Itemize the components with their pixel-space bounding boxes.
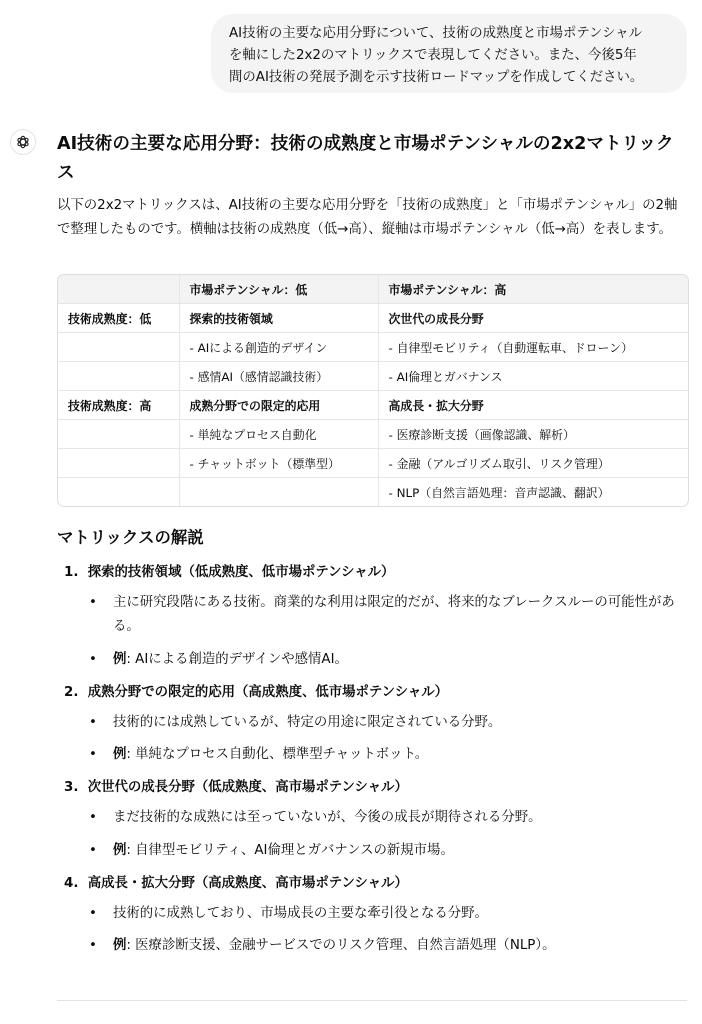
table-cell: 技術成熟度：高 bbox=[58, 391, 179, 420]
table-row bbox=[58, 449, 688, 478]
table-cell: 成熟分野での限定的応用 bbox=[179, 391, 378, 420]
user-message-line: AI技術の主要な応用分野について、技術の成熟度と市場ポテンシャル bbox=[229, 26, 643, 41]
response-heading: AI技術の主要な応用分野：技術の成熟度と市場ポテンシャルの2x2マトリックス bbox=[57, 134, 674, 183]
table-row bbox=[58, 420, 688, 449]
bullet-icon: • bbox=[89, 843, 97, 858]
item-example: : 医療診断支援、金融サービスでのリスク管理、自然言語処理（NLP）。 bbox=[126, 938, 556, 953]
bullet-icon: • bbox=[89, 595, 97, 610]
table-row bbox=[58, 304, 688, 333]
list-title: 高成長・拡大分野（高成熟度、高市場ポテンシャル） bbox=[87, 876, 408, 891]
table-header-cell bbox=[58, 275, 179, 304]
table-cell: - チャットボット（標準型） bbox=[179, 449, 378, 478]
table-cell: - 医療診断支援（画像認識、解析） bbox=[378, 420, 688, 449]
section-title: マトリックスの解説 bbox=[57, 528, 204, 547]
table-header-row bbox=[58, 275, 688, 304]
table-cell: - 自律型モビリティ（自動運転車、ドローン） bbox=[378, 333, 688, 362]
table-cell bbox=[179, 478, 378, 507]
table-row bbox=[58, 478, 688, 507]
list-item-title bbox=[64, 872, 408, 891]
item-example: : 自律型モビリティ、AI倫理とガバナンスの新規市場。 bbox=[126, 843, 454, 858]
table-cell bbox=[58, 449, 179, 478]
list-number: 1. bbox=[64, 565, 79, 580]
item-description: 技術的には成熟しているが、特定の用途に限定されている分野。 bbox=[113, 715, 502, 730]
item-example: : AIによる創造的デザインや感情AI。 bbox=[126, 652, 348, 667]
example-label: 例 bbox=[113, 652, 127, 667]
bullet-icon: • bbox=[89, 652, 97, 667]
table-cell: - AIによる創造的デザイン bbox=[179, 333, 378, 362]
item-description: 技術的に成熟しており、市場成長の主要な牽引役となる分野。 bbox=[113, 906, 488, 921]
response-intro: 以下の2x2マトリックスは、AI技術の主要な応用分野を「技術の成熟度」と「市場ポテンシャル」の2軸で整理したものです。横軸は技術の成熟度（低→高）、縦軸は市場ポテンシャル（低→高）を表します。 bbox=[57, 198, 678, 237]
table-cell bbox=[58, 420, 179, 449]
list-item-title bbox=[64, 681, 448, 700]
table-cell: 高成長・拡大分野 bbox=[378, 391, 688, 420]
bullet-icon: • bbox=[89, 938, 97, 953]
table-cell bbox=[58, 478, 179, 507]
table-cell: - 金融（アルゴリズム取引、リスク管理） bbox=[378, 449, 688, 478]
list-number: 2. bbox=[64, 685, 79, 700]
table-cell: - NLP（自然言語処理：音声認識、翻訳） bbox=[378, 478, 688, 507]
list-title: 成熟分野での限定的応用（高成熟度、低市場ポテンシャル） bbox=[87, 685, 449, 700]
bullet-icon: • bbox=[89, 906, 97, 921]
list-number: 3. bbox=[64, 780, 79, 795]
table-cell: 探索的技術領域 bbox=[179, 304, 378, 333]
item-description: 主に研究段階にある技術。商業的な利用は限定的だが、将来的なブレークスルーの可能性がある。 bbox=[113, 595, 675, 634]
table-row bbox=[58, 391, 688, 420]
openai-logo-icon bbox=[10, 129, 36, 155]
table-header-cell: 市場ポテンシャル：低 bbox=[179, 275, 378, 304]
table-row bbox=[58, 362, 688, 391]
table-cell: 次世代の成長分野 bbox=[378, 304, 688, 333]
list-number: 4. bbox=[64, 876, 79, 891]
example-label: 例 bbox=[113, 938, 127, 953]
table-cell bbox=[58, 333, 179, 362]
matrix-table bbox=[57, 274, 689, 507]
item-description: まだ技術的な成熟には至っていないが、今後の成長が期待される分野。 bbox=[113, 810, 542, 825]
bullet-icon: • bbox=[89, 715, 97, 730]
list-item-title bbox=[64, 776, 408, 795]
divider bbox=[57, 1000, 687, 1001]
table-cell: - 単純なプロセス自動化 bbox=[179, 420, 378, 449]
bullet-icon: • bbox=[89, 810, 97, 825]
item-example: : 単純なプロセス自動化、標準型チャットボット。 bbox=[126, 747, 429, 762]
table-cell: - AI倫理とガバナンス bbox=[378, 362, 688, 391]
example-label: 例 bbox=[113, 747, 127, 762]
list-item-title bbox=[64, 561, 394, 580]
user-message-bubble bbox=[211, 14, 687, 93]
example-label: 例 bbox=[113, 843, 127, 858]
user-message-line: を軸にした2x2のマトリックスで表現してください。また、今後5年 bbox=[229, 48, 637, 63]
list-title: 探索的技術領域（低成熟度、低市場ポテンシャル） bbox=[87, 565, 395, 580]
table-cell: 技術成熟度：低 bbox=[58, 304, 179, 333]
user-message-line: 間のAI技術の発展予測を示す技術ロードマップを作成してください。 bbox=[229, 70, 644, 85]
bullet-icon: • bbox=[89, 747, 97, 762]
list-title: 次世代の成長分野（低成熟度、高市場ポテンシャル） bbox=[87, 780, 408, 795]
table-row bbox=[58, 333, 688, 362]
table-cell bbox=[58, 362, 179, 391]
table-header-cell: 市場ポテンシャル：高 bbox=[378, 275, 688, 304]
table-cell: - 感情AI（感情認識技術） bbox=[179, 362, 378, 391]
